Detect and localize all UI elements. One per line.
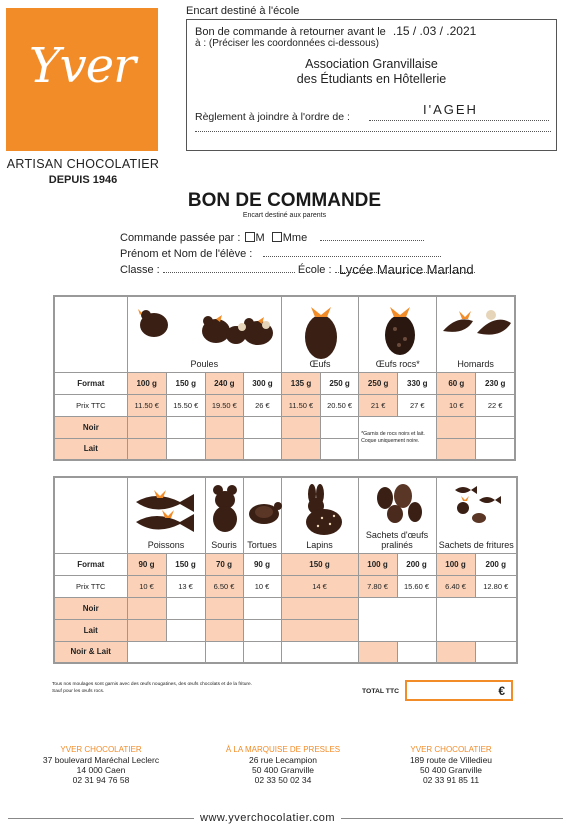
shop-name: YVER CHOCOLATIER	[410, 745, 492, 754]
qty-input[interactable]	[243, 597, 281, 619]
checkbox-m[interactable]	[245, 232, 255, 242]
qty-input[interactable]	[243, 619, 281, 641]
shop-city: 50 400 Granville	[252, 765, 314, 775]
hen-chocolate-image	[128, 303, 280, 353]
format-cell: 300 g	[243, 372, 281, 394]
qty-input[interactable]	[243, 416, 281, 438]
lait-row	[54, 438, 515, 460]
qty-input[interactable]	[437, 438, 476, 460]
qty-input[interactable]	[205, 619, 243, 641]
qty-input[interactable]	[127, 438, 166, 460]
category-homards: Homards	[457, 358, 494, 369]
category-oeufs: Œufs	[309, 358, 331, 369]
egg-chocolate-image	[296, 299, 346, 361]
payee-value[interactable]: I'AGEH	[423, 102, 478, 117]
row-label-lait: Lait	[54, 619, 127, 641]
price-cell: 15.50 €	[166, 394, 205, 416]
rabbit-image	[296, 484, 346, 536]
qty-input[interactable]	[166, 597, 205, 619]
price-cell: 26 €	[243, 394, 281, 416]
row-label-noir-lait: Noir & Lait	[54, 641, 127, 663]
logo-tagline: ARTISAN CHOCOLATIER	[6, 157, 160, 171]
qty-input[interactable]	[436, 641, 475, 663]
school-insert-box	[186, 19, 557, 151]
school-value[interactable]: Lycée Maurice Marland	[339, 262, 474, 277]
class-label: Classe :	[120, 264, 160, 276]
price-cell: 11.50 €	[281, 394, 320, 416]
qty-input[interactable]	[205, 416, 243, 438]
format-cell: 230 g	[476, 372, 515, 394]
form-subtitle: Encart destiné aux parents	[242, 212, 327, 219]
format-cell: 100 g	[436, 553, 475, 575]
row-label-noir: Noir	[54, 416, 127, 438]
category-sachets-oeufs: Sachets d'œufs pralinés	[365, 529, 429, 550]
option-m-label: M	[255, 232, 265, 244]
product-poules	[127, 296, 281, 372]
price-cell: 10 €	[243, 575, 281, 597]
website-link[interactable]: www.yverchocolatier.com	[194, 812, 341, 824]
format-cell: 240 g	[205, 372, 243, 394]
total-field[interactable]	[405, 680, 513, 701]
qty-input[interactable]	[476, 416, 515, 438]
rocs-note: *Garnis de rocs noirs et lait. Coque uniquement noire.	[359, 416, 437, 460]
product-oeufs	[281, 296, 358, 372]
shop-phone: 02 31 94 76 58	[72, 775, 130, 785]
rock-egg-image	[375, 299, 425, 359]
table2-corner	[54, 477, 127, 553]
footnote-line1: Tous nos moulages sont garnis avec des œufs nougatines, des œufs chocolats et de la friture.	[52, 682, 252, 687]
price-cell: 22 €	[476, 394, 515, 416]
student-name-field[interactable]	[263, 248, 441, 257]
return-deadline-label: Bon de commande à retourner avant le	[195, 26, 386, 38]
return-deadline: Bon de commande à retourner avant le .15 / .03 / .2021	[195, 24, 477, 38]
category-souris: Souris	[211, 539, 237, 550]
format-cell: 100 g	[358, 553, 397, 575]
empty-cell	[358, 597, 436, 641]
student-name-row	[120, 248, 441, 260]
format-cell: 90 g	[127, 553, 166, 575]
product-tortues	[243, 477, 281, 553]
fish-fry-image	[449, 482, 505, 526]
product-souris	[205, 477, 243, 553]
empty-cell	[205, 641, 243, 663]
form-title: BON DE COMMANDE	[187, 190, 382, 211]
format-cell: 200 g	[475, 553, 517, 575]
price-cell: 10 €	[127, 575, 166, 597]
class-field[interactable]	[163, 264, 295, 273]
fish-image	[132, 484, 202, 536]
qty-input[interactable]	[166, 619, 205, 641]
qty-input[interactable]	[476, 438, 515, 460]
format-cell: 90 g	[243, 553, 281, 575]
shop-city: 14 000 Caen	[76, 765, 126, 775]
shop-city: 50 400 Granville	[420, 765, 482, 775]
payment-label: Règlement à joindre à l'ordre de :	[195, 111, 350, 123]
price-row	[54, 394, 515, 416]
empty-cell	[243, 641, 281, 663]
format-cell: 100 g	[127, 372, 166, 394]
shop-street: 26 rue Lecampion	[248, 755, 318, 765]
table1-corner	[54, 296, 127, 372]
empty-cell	[281, 641, 358, 663]
qty-input[interactable]	[127, 597, 166, 619]
qty-input[interactable]	[281, 597, 358, 619]
coords-instruction: à : (Préciser les coordonnées ci-dessous)	[195, 38, 379, 49]
qty-input[interactable]	[127, 416, 166, 438]
format-cell: 200 g	[397, 553, 436, 575]
noir-row	[54, 597, 517, 619]
qty-input[interactable]	[321, 416, 359, 438]
format-cell: 135 g	[281, 372, 320, 394]
format-cell: 330 g	[398, 372, 437, 394]
qty-input[interactable]	[127, 619, 166, 641]
order-by-row	[120, 232, 424, 244]
row-label-format: Format	[54, 553, 127, 575]
product-sachets-fritures	[436, 477, 517, 553]
price-cell: 20.50 €	[321, 394, 359, 416]
format-cell: 70 g	[205, 553, 243, 575]
shop-caen	[26, 745, 176, 785]
mouse-image	[210, 484, 240, 532]
student-name-label: Prénom et Nom de l'élève :	[120, 248, 253, 260]
category-lapins: Lapins	[306, 539, 333, 550]
price-cell: 13 €	[166, 575, 205, 597]
qty-input[interactable]	[358, 641, 397, 663]
shop-granville	[376, 745, 526, 785]
school-label: École :	[297, 264, 332, 276]
footnote-line2: Sauf pour les œufs rocs.	[52, 689, 105, 694]
payee-extra-line	[195, 128, 551, 132]
row-label-lait: Lait	[54, 438, 127, 460]
price-cell: 19.50 €	[205, 394, 243, 416]
association-name-line2[interactable]: des Étudiants en Hôtellerie	[296, 72, 447, 86]
category-oeufs-rocs: Œufs rocs*	[375, 358, 420, 369]
category-tortues: Tortues	[247, 539, 277, 550]
order-table-1	[53, 295, 516, 461]
product-lapins	[281, 477, 358, 553]
qty-input[interactable]	[475, 641, 517, 663]
row-label-price: Prix TTC	[54, 575, 127, 597]
category-sachets-fritures: Sachets de fritures	[438, 539, 514, 550]
price-cell: 11.50 €	[127, 394, 166, 416]
qty-input[interactable]	[397, 641, 436, 663]
turtle-image	[246, 496, 282, 526]
qty-input[interactable]	[166, 438, 205, 460]
row-label-noir: Noir	[54, 597, 127, 619]
brand-logo	[6, 8, 158, 151]
format-cell: 150 g	[281, 553, 358, 575]
logo-since: DEPUIS 1946	[48, 174, 118, 186]
qty-input[interactable]	[205, 597, 243, 619]
format-cell: 250 g	[359, 372, 398, 394]
format-cell: 150 g	[166, 372, 205, 394]
qty-input[interactable]	[281, 438, 320, 460]
price-cell: 21 €	[359, 394, 398, 416]
shop-marquise	[208, 745, 358, 785]
product-homards	[437, 296, 515, 372]
praline-eggs-image	[373, 484, 425, 524]
date-day[interactable]: 15	[396, 24, 410, 38]
format-cell: 250 g	[321, 372, 359, 394]
noir-row	[54, 416, 515, 438]
shop-street: 189 route de Villedieu	[409, 755, 493, 765]
shop-street: 37 boulevard Maréchal Leclerc	[42, 755, 160, 765]
price-cell: 27 €	[398, 394, 437, 416]
price-cell: 10 €	[437, 394, 476, 416]
option-mme-label: Mme	[282, 232, 308, 244]
association-name-line1[interactable]: Association Granvillaise	[305, 57, 438, 71]
lobster-image	[439, 301, 515, 343]
date-year[interactable]: 2021	[449, 24, 477, 38]
shop-name: YVER CHOCOLATIER	[60, 745, 142, 754]
format-cell: 60 g	[437, 372, 476, 394]
noir-lait-row	[54, 641, 517, 663]
qty-input[interactable]	[321, 438, 359, 460]
parent-name-field[interactable]	[320, 232, 424, 241]
format-row	[54, 372, 515, 394]
school-insert-label: Encart destiné à l'école	[186, 5, 300, 17]
row-label-format: Format	[54, 372, 127, 394]
shop-phone: 02 33 50 02 34	[254, 775, 312, 785]
row-label-price: Prix TTC	[54, 394, 127, 416]
logo-wordmark: Yver	[28, 38, 136, 94]
order-by-label: Commande passée par :	[120, 232, 241, 244]
qty-input[interactable]	[243, 438, 281, 460]
empty-cell	[436, 597, 517, 641]
qty-input[interactable]	[166, 416, 205, 438]
price-cell: 14 €	[281, 575, 358, 597]
price-cell: 6.50 €	[205, 575, 243, 597]
qty-input[interactable]	[205, 438, 243, 460]
qty-input[interactable]	[281, 619, 358, 641]
price-cell: 15.60 €	[397, 575, 436, 597]
price-cell: 7.80 €	[358, 575, 397, 597]
category-poules: Poules	[190, 358, 219, 369]
format-row	[54, 553, 517, 575]
euro-symbol: €	[498, 684, 505, 698]
footnote	[52, 681, 252, 695]
format-cell: 150 g	[166, 553, 205, 575]
price-cell: 12.80 €	[475, 575, 517, 597]
order-table-2	[53, 476, 518, 664]
product-poissons	[127, 477, 205, 553]
checkbox-mme[interactable]	[272, 232, 282, 242]
date-month[interactable]: 03	[422, 24, 437, 38]
price-cell: 6.40 €	[436, 575, 475, 597]
empty-cell	[127, 641, 205, 663]
price-row	[54, 575, 517, 597]
qty-input[interactable]	[281, 416, 320, 438]
shop-phone: 02 33 91 85 11	[422, 775, 480, 785]
product-oeufs-rocs	[359, 296, 437, 372]
total-label: TOTAL TTC	[362, 688, 400, 695]
qty-input[interactable]	[437, 416, 476, 438]
product-sachets-oeufs	[358, 477, 436, 553]
shop-name: À LA MARQUISE DE PRESLES	[225, 745, 341, 754]
category-poissons: Poissons	[147, 539, 185, 550]
